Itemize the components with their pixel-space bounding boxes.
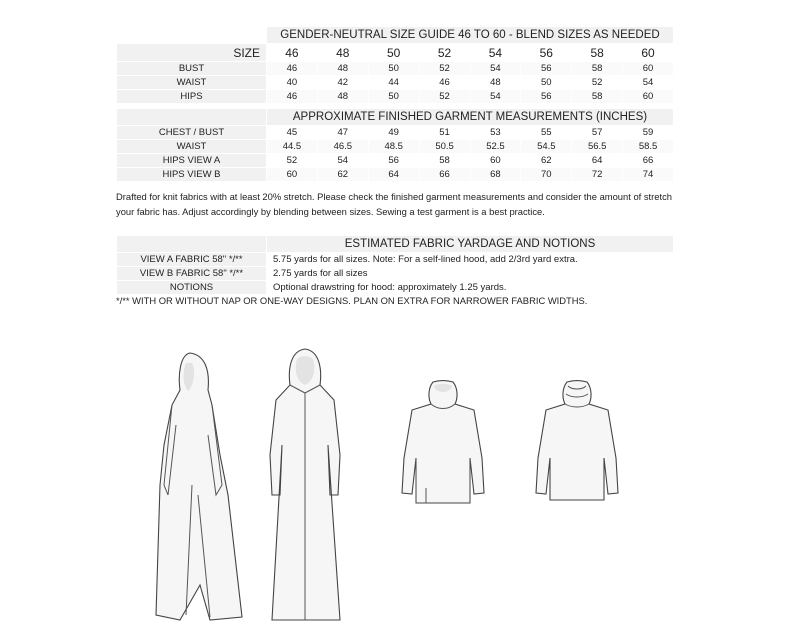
cell: 74 [623,168,674,182]
cell: 56 [521,62,572,76]
table-row [117,76,674,90]
cell: 60 [623,90,674,104]
cell: 52.5 [470,140,521,154]
cell: 56 [368,154,419,168]
yardage-table [116,235,674,295]
cell: 48 [317,90,368,104]
row-label: VIEW A FABRIC 58" */** [117,253,267,267]
cell: 58.5 [623,140,674,154]
finished-title: APPROXIMATE FINISHED GARMENT MEASUREMENTS (INCHES) [267,109,674,126]
cell: 45 [267,126,318,140]
cell: 52 [572,76,623,90]
size-header: 56 [521,44,572,62]
size-guide-table [116,26,674,104]
table-row [117,267,674,281]
view-b-top-front-illustration [398,378,488,508]
cell: 46 [419,76,470,90]
cell: 58 [572,90,623,104]
cell: 60 [623,62,674,76]
table-row [117,154,674,168]
cell: 51 [419,126,470,140]
cell: 57 [572,126,623,140]
cell: 48 [470,76,521,90]
cell: 50 [521,76,572,90]
size-header: 48 [317,44,368,62]
cell: 42 [317,76,368,90]
cell: 58 [572,62,623,76]
view-a-hooded-dress-side-illustration [150,345,250,625]
cell: Optional drawstring for hood: approximately 1.25 yards. [267,281,674,295]
cell: 44.5 [267,140,318,154]
cell: 49 [368,126,419,140]
yardage-title: ESTIMATED FABRIC YARDAGE AND NOTIONS [267,236,674,253]
cell: 72 [572,168,623,182]
size-header: 52 [419,44,470,62]
table-row [117,140,674,154]
cell: 52 [419,62,470,76]
cell: 54.5 [521,140,572,154]
cell: 48 [317,62,368,76]
row-label: HIPS VIEW A [117,154,267,168]
cell: 66 [419,168,470,182]
view-a-hooded-dress-back-illustration [260,345,350,625]
cell: 54 [317,154,368,168]
cell: 52 [419,90,470,104]
table-row [117,126,674,140]
row-label: NOTIONS [117,281,267,295]
cell: 40 [267,76,318,90]
row-label: HIPS [117,90,267,104]
row-label: WAIST [117,76,267,90]
cell: 46 [267,62,318,76]
cell: 44 [368,76,419,90]
cell: 62 [521,154,572,168]
row-label: VIEW B FABRIC 58" */** [117,267,267,281]
table-row [117,90,674,104]
cell: 60 [470,154,521,168]
cell: 54 [623,76,674,90]
table-row [117,168,674,182]
cell: 55 [521,126,572,140]
cell: 66 [623,154,674,168]
size-header: 60 [623,44,674,62]
cell: 70 [521,168,572,182]
table-row [117,253,674,267]
cell: 64 [368,168,419,182]
cell: 5.75 yards for all sizes. Note: For a self-lined hood, add 2/3rd yard extra. [267,253,674,267]
stretch-note: Drafted for knit fabrics with at least 20% stretch. Please check the finished garment measurements and consider the amount of stretch your fabric has. Adjust accordingly by blending between sizes. Sewing a test garment is a best practice. [116,191,673,217]
table-row [117,62,674,76]
cell: 53 [470,126,521,140]
footnote: */** WITH OR WITHOUT NAP OR ONE-WAY DESIGNS. PLAN ON EXTRA FOR NARROWER FABRIC WIDTHS. [116,295,588,306]
cell: 46 [267,90,318,104]
row-label: HIPS VIEW B [117,168,267,182]
cell: 46.5 [317,140,368,154]
size-guide-title: GENDER-NEUTRAL SIZE GUIDE 46 TO 60 - BLEND SIZES AS NEEDED [267,27,674,44]
cell: 48.5 [368,140,419,154]
size-label: SIZE [117,44,267,62]
cell: 68 [470,168,521,182]
view-b-top-back-illustration [532,378,622,508]
row-label: WAIST [117,140,267,154]
size-header: 46 [267,44,318,62]
size-header: 58 [572,44,623,62]
size-header: 54 [470,44,521,62]
size-header: 50 [368,44,419,62]
row-label: BUST [117,62,267,76]
cell: 56.5 [572,140,623,154]
row-label: CHEST / BUST [117,126,267,140]
finished-measurements-table [116,108,674,182]
cell: 56 [521,90,572,104]
cell: 60 [267,168,318,182]
cell: 54 [470,90,521,104]
cell: 47 [317,126,368,140]
cell: 59 [623,126,674,140]
cell: 62 [317,168,368,182]
cell: 50 [368,62,419,76]
cell: 50 [368,90,419,104]
cell: 50.5 [419,140,470,154]
cell: 54 [470,62,521,76]
cell: 64 [572,154,623,168]
cell: 2.75 yards for all sizes [267,267,674,281]
cell: 52 [267,154,318,168]
cell: 58 [419,154,470,168]
